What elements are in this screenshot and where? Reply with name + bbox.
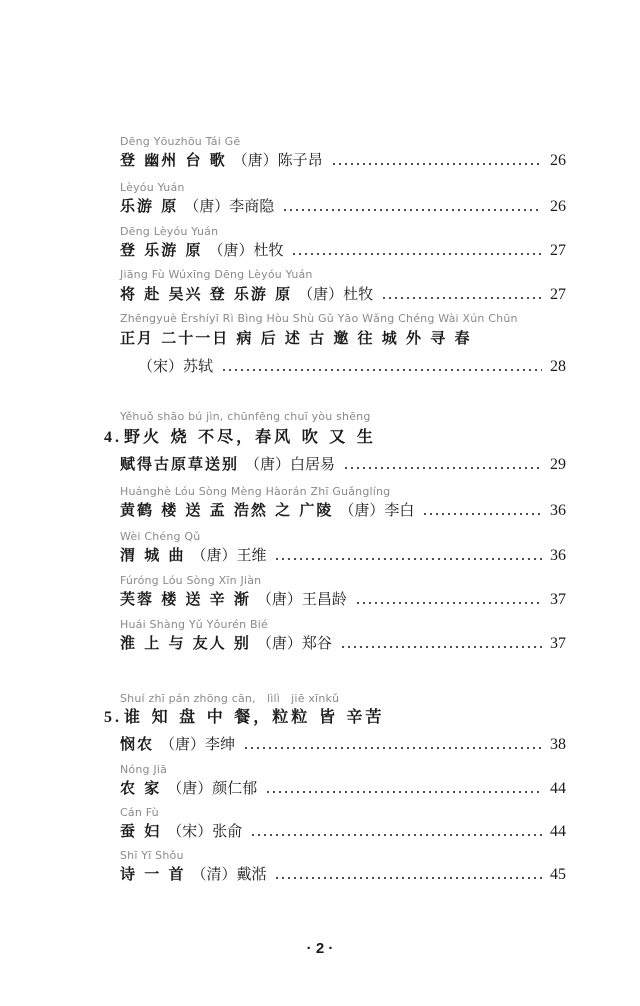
dot-leader [331,163,542,165]
poem-title: 将 赴 吴兴 登 乐游 原 [120,285,293,303]
page-number: 27 [550,242,566,259]
dot-leader [381,297,542,299]
pinyin-line: Lèyóu Yuán [120,181,185,194]
section-pinyin: Shuí zhī pán zhōng cān, lìlì jiē xīnkǔ [120,692,340,705]
dot-leader [221,369,542,371]
poem-author: （宋）苏轼 [138,357,214,375]
page-number: 28 [550,358,566,375]
dot-leader [291,253,542,255]
dot-leader [265,791,542,793]
toc-entry[interactable] [120,280,566,304]
dot-leader [422,513,542,515]
poem-title: 淮 上 与 友人 别 [120,634,251,652]
pinyin-line: Jiāng Fù Wúxīng Dēng Lèyóu Yuán [120,268,313,281]
page-number: 38 [550,736,566,753]
dot-leader [243,747,542,749]
page-footer-number: · 2 · [306,940,334,957]
toc-entry[interactable] [120,146,566,170]
dot-leader [343,467,542,469]
section-number: 5. [104,709,122,726]
pinyin-line: Dēng Yōuzhōu Tái Gē [120,135,241,148]
dot-leader [274,877,542,879]
poem-author: （唐）王昌龄 [256,590,347,608]
toc-entry[interactable] [120,236,566,260]
pinyin-line: Dēng Lèyóu Yuán [120,225,219,238]
poem-author: （唐）郑谷 [256,634,332,652]
section-heading[interactable] [104,704,384,727]
toc-entry[interactable] [120,629,566,653]
poem-title: 黄鹤 楼 送 孟 浩然 之 广陵 [120,501,334,519]
pinyin-line: Huái Shàng Yǔ Yǒurén Bié [120,618,268,631]
section-number: 4. [104,429,122,446]
page-number: 37 [550,635,566,652]
section-title: 野火 烧 不尽，春风 吹 又 生 [124,427,376,446]
toc-entry-title-line[interactable] [120,324,471,348]
page-number: 36 [550,547,566,564]
poem-title: 正月 二十一日 病 后 述 古 邀 往 城 外 寻 春 [120,329,472,347]
poem-title: 农 家 [120,779,162,797]
poem-title: 蚕 妇 [120,822,162,840]
dot-leader [282,209,542,211]
pinyin-line: Fúróng Lóu Sòng Xīn Jiàn [120,574,262,587]
toc-entry[interactable] [120,192,566,216]
toc-entry-continuation[interactable] [138,352,566,376]
poem-author: （唐）杜牧 [208,241,284,259]
toc-entry[interactable] [120,496,566,520]
toc-entry[interactable] [120,860,566,884]
page-number: 44 [550,823,566,840]
toc-entry[interactable] [120,541,566,565]
poem-title: 芙蓉 楼 送 辛 渐 [120,590,251,608]
page-number: 29 [550,456,566,473]
dot-leader [250,834,542,836]
poem-author: （唐）王维 [191,546,267,564]
poem-author: （宋）张俞 [167,822,243,840]
toc-entry[interactable] [120,817,566,841]
poem-title: 悯农 [120,735,155,753]
toc-entry[interactable] [120,730,566,754]
poem-title: 乐游 原 [120,197,179,215]
toc-entry[interactable] [120,450,566,474]
page-number: 26 [550,152,566,169]
section-pinyin: Yěhuǒ shāo bú jìn, chūnfēng chuī yòu shēng [120,410,371,423]
pinyin-line: Nóng Jiā [120,763,168,776]
poem-title: 登 幽州 台 歌 [120,151,227,169]
poem-author: （唐）杜牧 [298,285,374,303]
page-number: 36 [550,502,566,519]
page-number: 26 [550,198,566,215]
pinyin-line: Wèi Chéng Qǔ [120,530,201,543]
pinyin-line: Shī Yī Shǒu [120,849,184,862]
poem-title: 渭 城 曲 [120,546,186,564]
poem-author: （唐）颜仁郁 [167,779,258,797]
poem-title: 登 乐游 原 [120,241,203,259]
poem-author: （清）戴湉 [191,865,267,883]
poem-author: （唐）李商隐 [184,197,275,215]
dot-leader [355,602,542,604]
page-number: 27 [550,286,566,303]
page-number: 44 [550,780,566,797]
pinyin-line: Cán Fù [120,806,159,819]
poem-author: （唐）李绅 [160,735,236,753]
pinyin-line: Huánghè Lóu Sòng Mèng Hàorán Zhī Guǎnglíng [120,485,391,498]
toc-entry[interactable] [120,774,566,798]
poem-title: 赋得古原草送别 [120,455,240,473]
poem-title: 诗 一 首 [120,865,186,883]
poem-author: （唐）李白 [339,501,415,519]
page-number: 37 [550,591,566,608]
section-heading[interactable] [104,424,376,447]
toc-entry[interactable] [120,585,566,609]
poem-author: （唐）白居易 [245,455,336,473]
dot-leader [340,646,542,648]
dot-leader [274,558,542,560]
poem-author: （唐）陈子昂 [232,151,323,169]
page-number: 45 [550,866,566,883]
pinyin-line: Zhēngyuè Èrshíyī Rì Bìng Hòu Shù Gǔ Yāo Wǎng Chéng Wài Xún Chūn [120,312,518,325]
section-title: 谁 知 盘 中 餐，粒粒 皆 辛苦 [124,707,385,726]
